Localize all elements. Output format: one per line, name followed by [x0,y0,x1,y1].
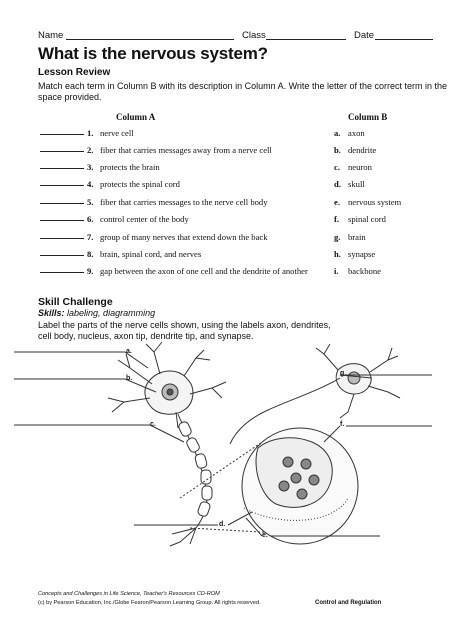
skill-challenge-heading: Skill Challenge [38,296,113,308]
answer-blank[interactable] [40,272,84,273]
row-number: 7. [87,232,94,242]
term-letter: b. [334,145,341,155]
term-text: skull [348,179,365,189]
term-text: brain [348,232,366,242]
date-label: Date [354,30,375,41]
footer-copyright: (c) by Pearson Education, Inc./Globe Fearon/Pearson Learning Group. All rights reserved. [38,600,261,606]
name-label: Name [38,30,64,41]
answer-blank[interactable] [40,151,84,152]
label-f: f. [340,421,345,428]
answer-blank[interactable] [40,255,84,256]
row-description: nerve cell [100,128,134,138]
row-description: protects the spinal cord [100,179,180,189]
row-number: 8. [87,249,94,259]
right-nucleus [348,372,360,384]
term-letter: g. [334,232,341,242]
skill-challenge-instructions: Label the parts of the nerve cells shown, using the labels axon, dendrites, cell body, nucleus, axon tip, dendrite tip, and synapse. [38,320,331,341]
table-row [0,262,474,290]
answer-blank[interactable] [40,185,84,186]
answer-blank[interactable] [40,168,84,169]
lesson-review-instructions: Match each term in Column B with its description in Column A. Write the letter of the correct term in the space provided. [38,81,447,102]
name-field[interactable] [66,39,234,40]
term-letter: c. [334,162,340,172]
class-field[interactable] [266,39,346,40]
column-b-header: Column B [348,112,388,122]
term-text: neuron [348,162,372,172]
lesson-review-heading: Lesson Review [38,67,111,78]
term-text: axon [348,128,365,138]
skills-value: labeling, diagramming [67,308,156,318]
term-letter: d. [334,179,341,189]
term-text: synapse [348,249,376,259]
answer-blank[interactable] [40,203,84,204]
row-description: brain, spinal cord, and nerves [100,249,202,259]
label-b: b. [126,375,133,382]
skills-label: Skills: [38,308,65,318]
label-c: c. [150,421,156,428]
row-description: fiber that carries messages away from a nerve cell [100,145,272,155]
row-number: 3. [87,162,94,172]
row-description: control center of the body [100,214,189,224]
footer-section: Control and Regulation [315,600,382,606]
term-text: spinal cord [348,214,386,224]
term-text: nervous system [348,197,402,207]
footer-source: Concepts and Challenges in Life Science, Teacher's Resources CD-ROM [38,591,220,597]
answer-blank[interactable] [40,220,84,221]
answer-blank[interactable] [40,238,84,239]
class-label: Class [242,30,266,41]
row-description: fiber that carries messages to the nerve cell body [100,197,268,207]
label-d: d. [219,521,226,528]
term-letter: i. [334,266,339,276]
row-number: 4. [87,179,94,189]
term-letter: h. [334,249,341,259]
skills-line [38,308,155,318]
label-e: e. [262,532,268,539]
label-g: g. [340,370,347,377]
page-title: What is the nervous system? [38,44,268,63]
row-number: 1. [87,128,94,138]
row-number: 5. [87,197,94,207]
row-number: 2. [87,145,94,155]
axon-tips [170,528,196,546]
row-description: protects the brain [100,162,160,172]
row-number: 9. [87,266,94,276]
date-field[interactable] [375,39,433,40]
term-text: backbone [348,266,381,276]
nerve-cell-diagram [0,338,474,548]
row-description: gap between the axon of one cell and the dendrite of another [100,266,308,276]
label-a: a. [126,348,132,355]
column-a-header: Column A [116,112,156,122]
term-letter: f. [334,214,340,224]
row-description: group of many nerves that extend down the back [100,232,268,242]
answer-blank[interactable] [40,134,84,135]
row-number: 6. [87,214,94,224]
term-text: dendrite [348,145,377,155]
term-letter: a. [334,128,341,138]
term-letter: e. [334,197,340,207]
